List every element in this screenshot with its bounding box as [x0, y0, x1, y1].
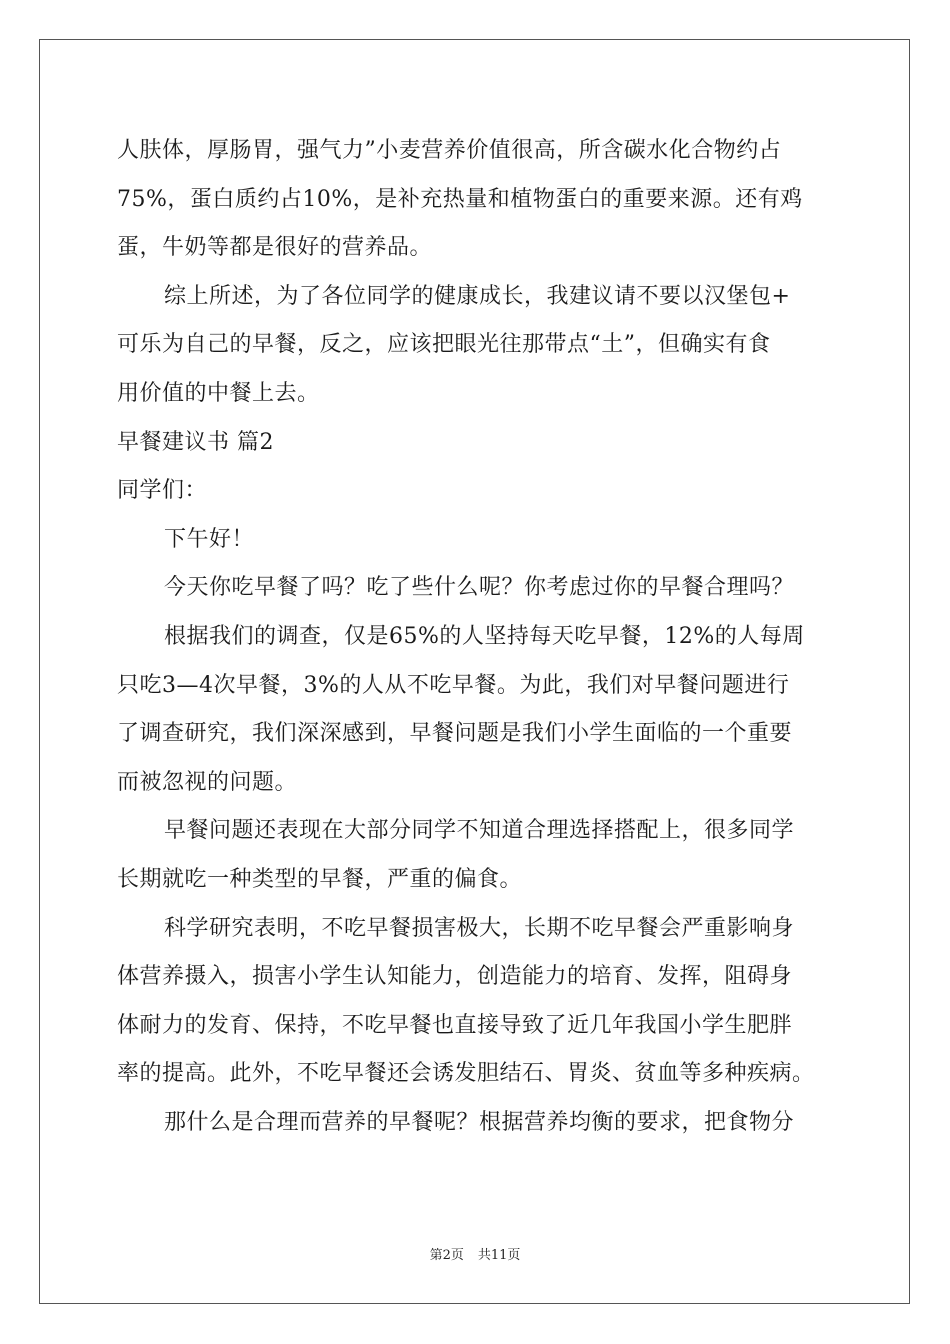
- text-line: 体耐力的发育、保持，不吃早餐也直接导致了近几年我国小学生肥胖: [117, 1012, 793, 1038]
- text-line: 早餐问题还表现在大部分同学不知道合理选择搭配上，很多同学: [164, 818, 795, 844]
- text-line: 可乐为自己的早餐，反之，应该把眼光往那带点“土”，但确实有食: [117, 332, 771, 358]
- text-line: 长期就吃一种类型的早餐，严重的偏食。: [117, 866, 523, 892]
- text-line: 用价值的中餐上去。: [117, 380, 320, 406]
- text-line: 那什么是合理而营养的早餐呢？根据营养均衡的要求，把食物分: [164, 1109, 795, 1135]
- text-line: 体营养摄入，损害小学生认知能力，创造能力的培育、发挥，阻碍身: [117, 964, 793, 990]
- text-line: 75%，蛋白质约占10%，是补充热量和植物蛋白的重要来源。还有鸡: [117, 186, 803, 212]
- text-line: 率的提高。此外，不吃早餐还会诱发胆结石、胃炎、贫血等多种疾病。: [117, 1061, 815, 1087]
- text-line: 科学研究表明，不吃早餐损害极大，长期不吃早餐会严重影响身: [164, 915, 795, 941]
- text-line: 人肤体，厚肠胃，强气力”小麦营养价值很高，所含碳水化合物约占: [117, 138, 782, 163]
- text-line: 而被忽视的问题。: [117, 769, 298, 795]
- text-line: 综上所述，为了各位同学的健康成长，我建议请不要以汉堡包+: [164, 283, 791, 309]
- text-line: 根据我们的调查，仅是65%的人坚持每天吃早餐，12%的人每周: [164, 623, 805, 649]
- page-footer: [0, 1244, 950, 1263]
- section-heading: 早餐建议书 篇2: [117, 429, 274, 455]
- text-line: 蛋，牛奶等都是很好的营养品。: [117, 235, 433, 261]
- salutation: 同学们：: [117, 478, 208, 504]
- text-line: 只吃3—4次早餐，3%的人从不吃早餐。为此，我们对早餐问题进行: [117, 672, 790, 698]
- text-line: 了调查研究，我们深深感到，早餐问题是我们小学生面临的一个重要: [117, 721, 793, 747]
- page-total: 共11页: [477, 1248, 521, 1263]
- greeting: 下午好！: [164, 526, 255, 552]
- document-body: [117, 127, 835, 1147]
- page-number: 第2页: [429, 1248, 464, 1263]
- text-line: 今天你吃早餐了吗？吃了些什么呢？你考虑过你的早餐合理吗？: [164, 575, 795, 601]
